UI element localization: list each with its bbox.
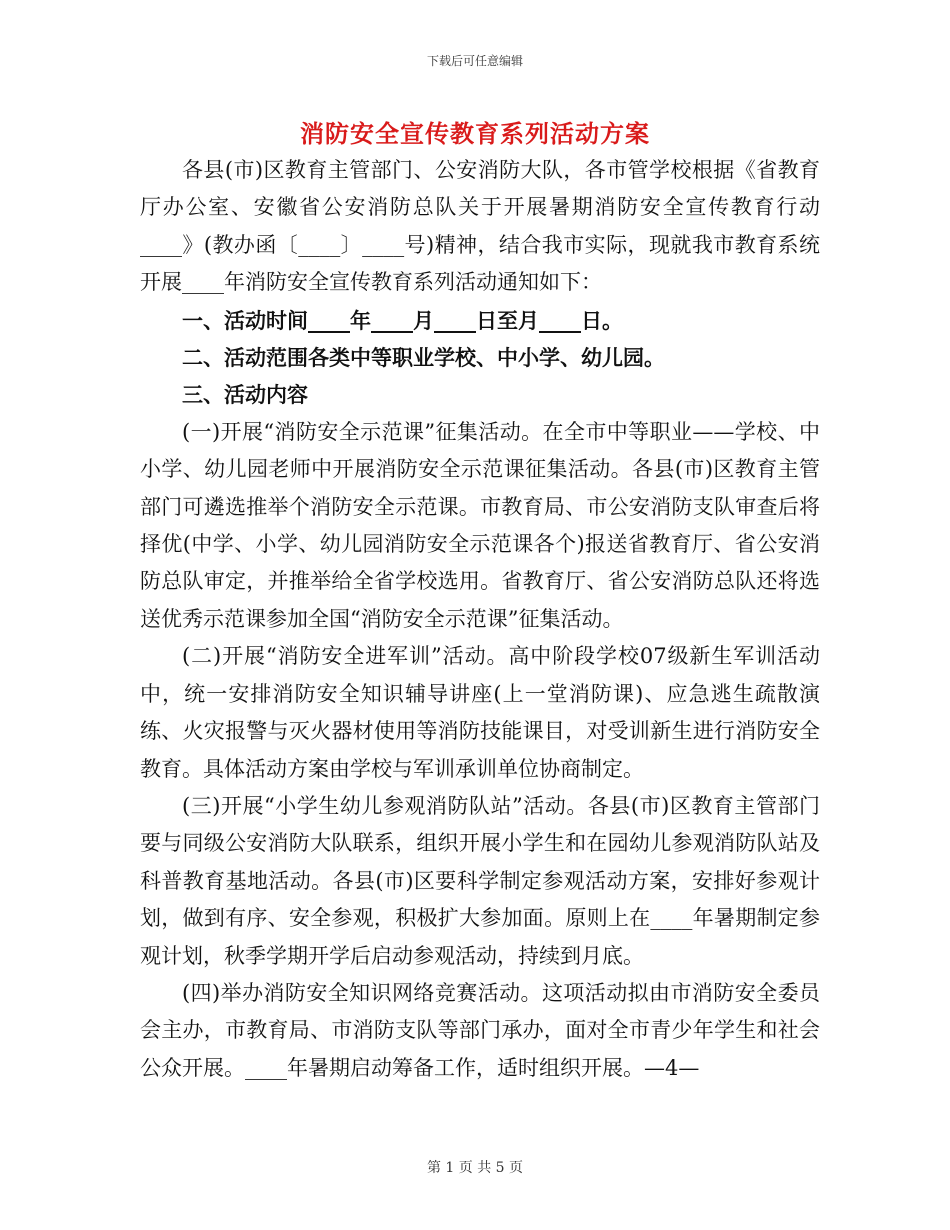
paragraph-item-4: (四)举办消防安全知识网络竞赛活动。这项活动拟由市消防安全委员会主办，市教育局、市消防支队等部门承办，面对全市青少年学生和社会公众开展。____年暑期启动筹备工作，适时组织开展。—4— (140, 980, 820, 1080)
heading-activity-time: 一、活动时间____年____月____日至月____日。 (182, 307, 623, 333)
document-body (140, 152, 820, 1087)
heading-activity-scope: 二、活动范围各类中等职业学校、中小学、幼儿园。 (182, 345, 665, 371)
paragraph-item-2: (二)开展“消防安全进军训”活动。高中阶段学校07级新生军训活动中，统一安排消防安全知识辅导讲座(上一堂消防课)、应急逃生疏散演练、火灾报警与灭火器材使用等消防技能课目，对受训新生进行消防安全教育。具体活动方案由学校与军训承训单位协商制定。 (140, 644, 820, 781)
paragraph-item-1: (一)开展“消防安全示范课”征集活动。在全市中等职业——学校、中小学、幼儿园老师中开展消防安全示范课征集活动。各县(市)区教育主管部门可遴选推举个消防安全示范课。市教育局、市公安消防支队审查后将择优(中学、小学、幼儿园消防安全示范课各个)报送省教育厅、省公安消防总队审定，并推举给全省学校选用。省教育厅、省公安消防总队还将选送优秀示范课参加全国“消防安全示范课”征集活动。 (140, 419, 820, 631)
page-header-note: 下载后可任意编辑 (426, 54, 523, 68)
paragraph-intro: 各县(市)区教育主管部门、公安消防大队，各市管学校根据《省教育厅办公室、安徽省公安消防总队关于开展暑期消防安全宣传教育行动____》(教办函〔____〕____号)精神，结合我市实际，现就我市教育系统开展____年消防安全宣传教育系列活动通知如下： (140, 158, 820, 295)
heading-activity-content: 三、活动内容 (182, 382, 308, 408)
document-title: 消防安全宣传教育系列活动方案 (300, 119, 650, 148)
paragraph-item-3: (三)开展“小学生幼儿参观消防队站”活动。各县(市)区教育主管部门要与同级公安消防大队联系，组织开展小学生和在园幼儿参观消防队站及科普教育基地活动。各县(市)区要科学制定参观活动方案，安排好参观计划，做到有序、安全参观，积极扩大参加面。原则上在____年暑期制定参观计划，秋季学期开学后启动参观活动，持续到月底。 (140, 793, 820, 968)
page-number: 第 1 页 共 5 页 (426, 1160, 524, 1176)
